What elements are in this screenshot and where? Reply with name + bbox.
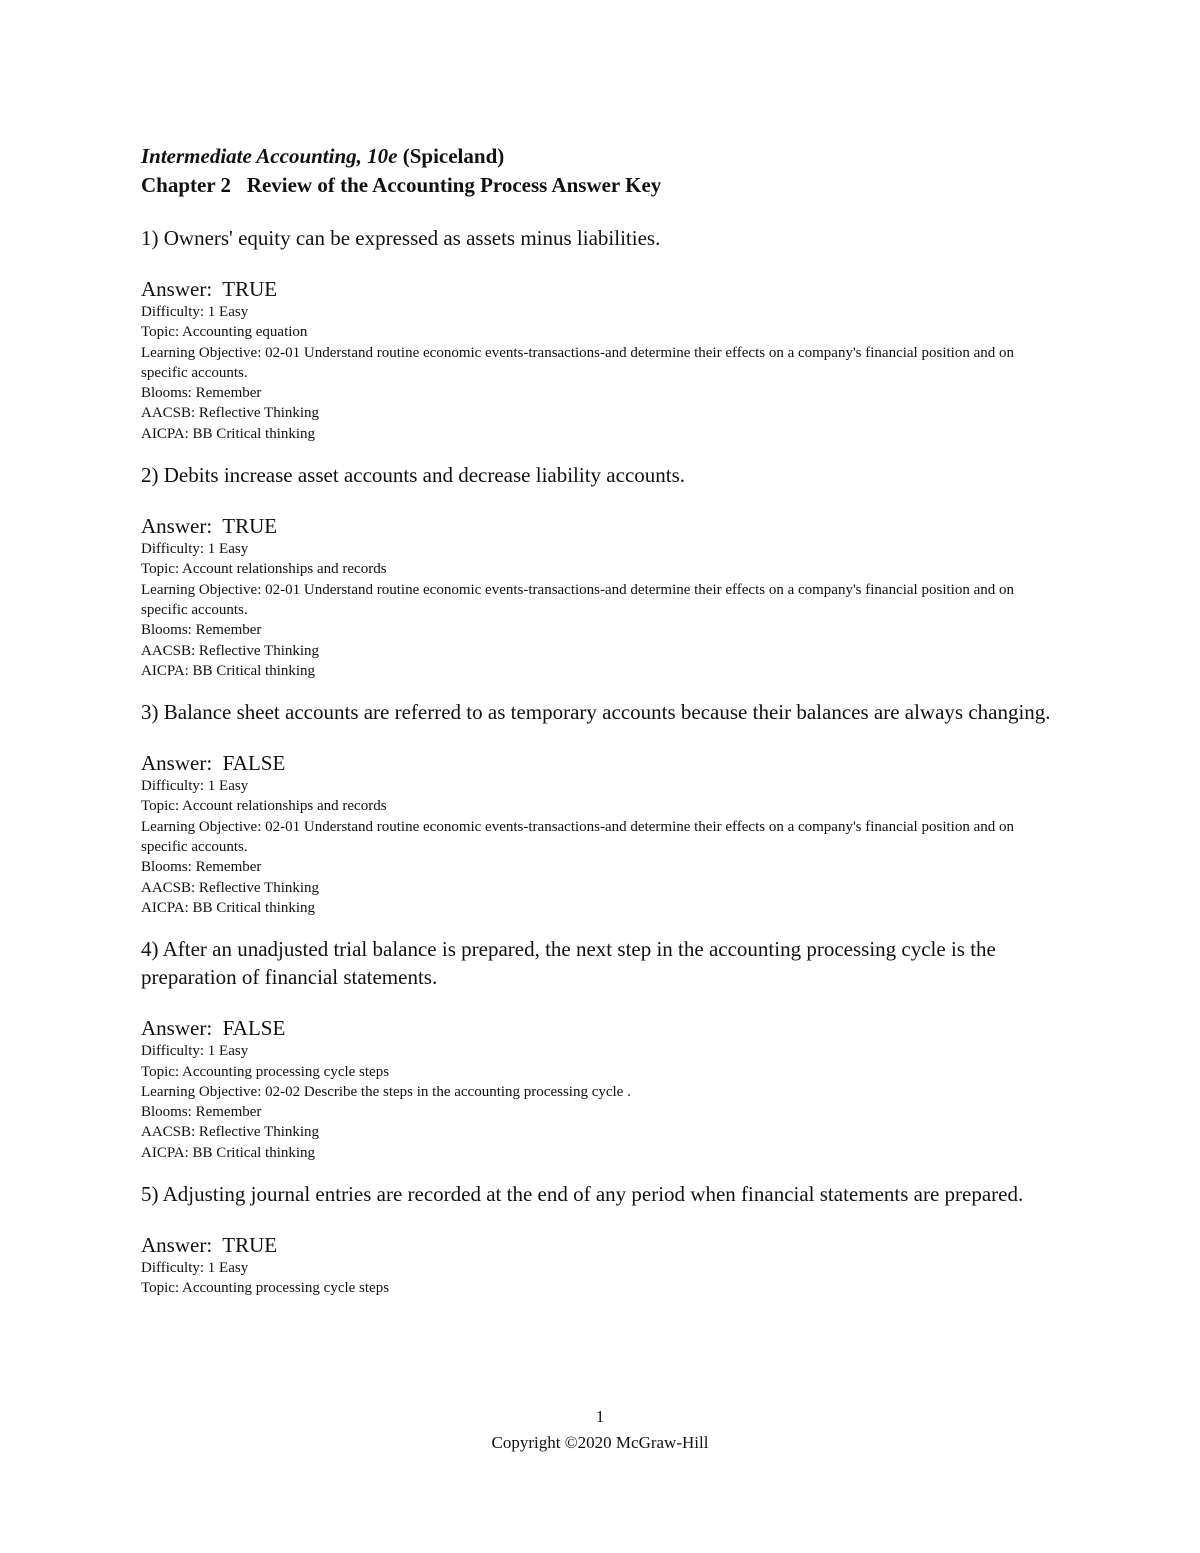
question-text: 4) After an unadjusted trial balance is prepared, the next step in the accounting processing cycle is the preparation of financial statements. [141, 937, 996, 990]
answer: Answer: TRUE [141, 277, 278, 301]
blooms: Blooms: Remember [141, 859, 262, 876]
author: (Spiceland) [397, 144, 505, 168]
topic: Topic: Accounting processing cycle steps [141, 1063, 390, 1080]
chapter-title: Chapter 2 Review of the Accounting Process Answer Key [141, 173, 662, 197]
question-block-1 [141, 224, 1061, 444]
answer: Answer: TRUE [141, 514, 278, 539]
topic: Topic: Accounting equation [141, 324, 308, 341]
blooms: Blooms: Remember [141, 1104, 262, 1121]
difficulty: Difficulty: 1 Easy [141, 304, 249, 320]
aacsb: AACSB: Reflective Thinking [141, 879, 320, 896]
question-block-5 [141, 1180, 1061, 1299]
aicpa: AICPA: BB Critical thinking [141, 662, 316, 679]
learning-objective: Learning Objective: 02-02 Describe the steps in the accounting processing cycle . [141, 1083, 631, 1100]
blooms: Blooms: Remember [141, 385, 262, 402]
learning-objective: Learning Objective: 02-01 Understand routine economic events-transactions-and determine their effects on a company's financial position and on specific accounts. [141, 581, 1014, 618]
learning-objective: Learning Objective: 02-01 Understand routine economic events-transactions-and determine their effects on a company's financial position and on specific accounts. [141, 344, 1014, 381]
blooms: Blooms: Remember [141, 622, 262, 639]
aacsb: AACSB: Reflective Thinking [141, 642, 320, 659]
topic: Topic: Account relationships and records [141, 561, 387, 578]
question-text: 5) Adjusting journal entries are recorded at the end of any period when financial statements are prepared. [141, 1182, 1024, 1207]
question-block-2 [141, 461, 1061, 681]
question-block-3 [141, 698, 1061, 918]
aicpa: AICPA: BB Critical thinking [141, 1144, 316, 1161]
copyright: Copyright ©2020 McGraw-Hill [491, 1433, 709, 1452]
question-text: 3) Balance sheet accounts are referred to as temporary accounts because their balances are always changing. [141, 700, 1051, 725]
aicpa: AICPA: BB Critical thinking [141, 899, 316, 916]
answer: Answer: FALSE [141, 751, 286, 776]
page-content [141, 142, 1061, 1316]
aacsb: AACSB: Reflective Thinking [141, 1124, 320, 1141]
question-text: 1) Owners' equity can be expressed as assets minus liabilities. [141, 226, 661, 250]
topic: Topic: Accounting processing cycle steps [141, 1280, 390, 1297]
question-block-4 [141, 935, 1061, 1163]
page-number: 1 [595, 1407, 605, 1426]
difficulty: Difficulty: 1 Easy [141, 1043, 249, 1060]
difficulty: Difficulty: 1 Easy [141, 778, 249, 795]
aicpa: AICPA: BB Critical thinking [141, 425, 316, 442]
answer: Answer: FALSE [141, 1016, 286, 1041]
question-text: 2) Debits increase asset accounts and decrease liability accounts. [141, 463, 686, 488]
topic: Topic: Account relationships and records [141, 798, 387, 815]
difficulty: Difficulty: 1 Easy [141, 541, 249, 558]
book-title-line [141, 142, 1061, 171]
difficulty: Difficulty: 1 Easy [141, 1260, 249, 1277]
answer: Answer: TRUE [141, 1233, 278, 1258]
book-title: Intermediate Accounting, 10e [141, 144, 398, 168]
aacsb: AACSB: Reflective Thinking [141, 405, 320, 422]
learning-objective: Learning Objective: 02-01 Understand routine economic events-transactions-and determine their effects on a company's financial position and on specific accounts. [141, 818, 1014, 856]
